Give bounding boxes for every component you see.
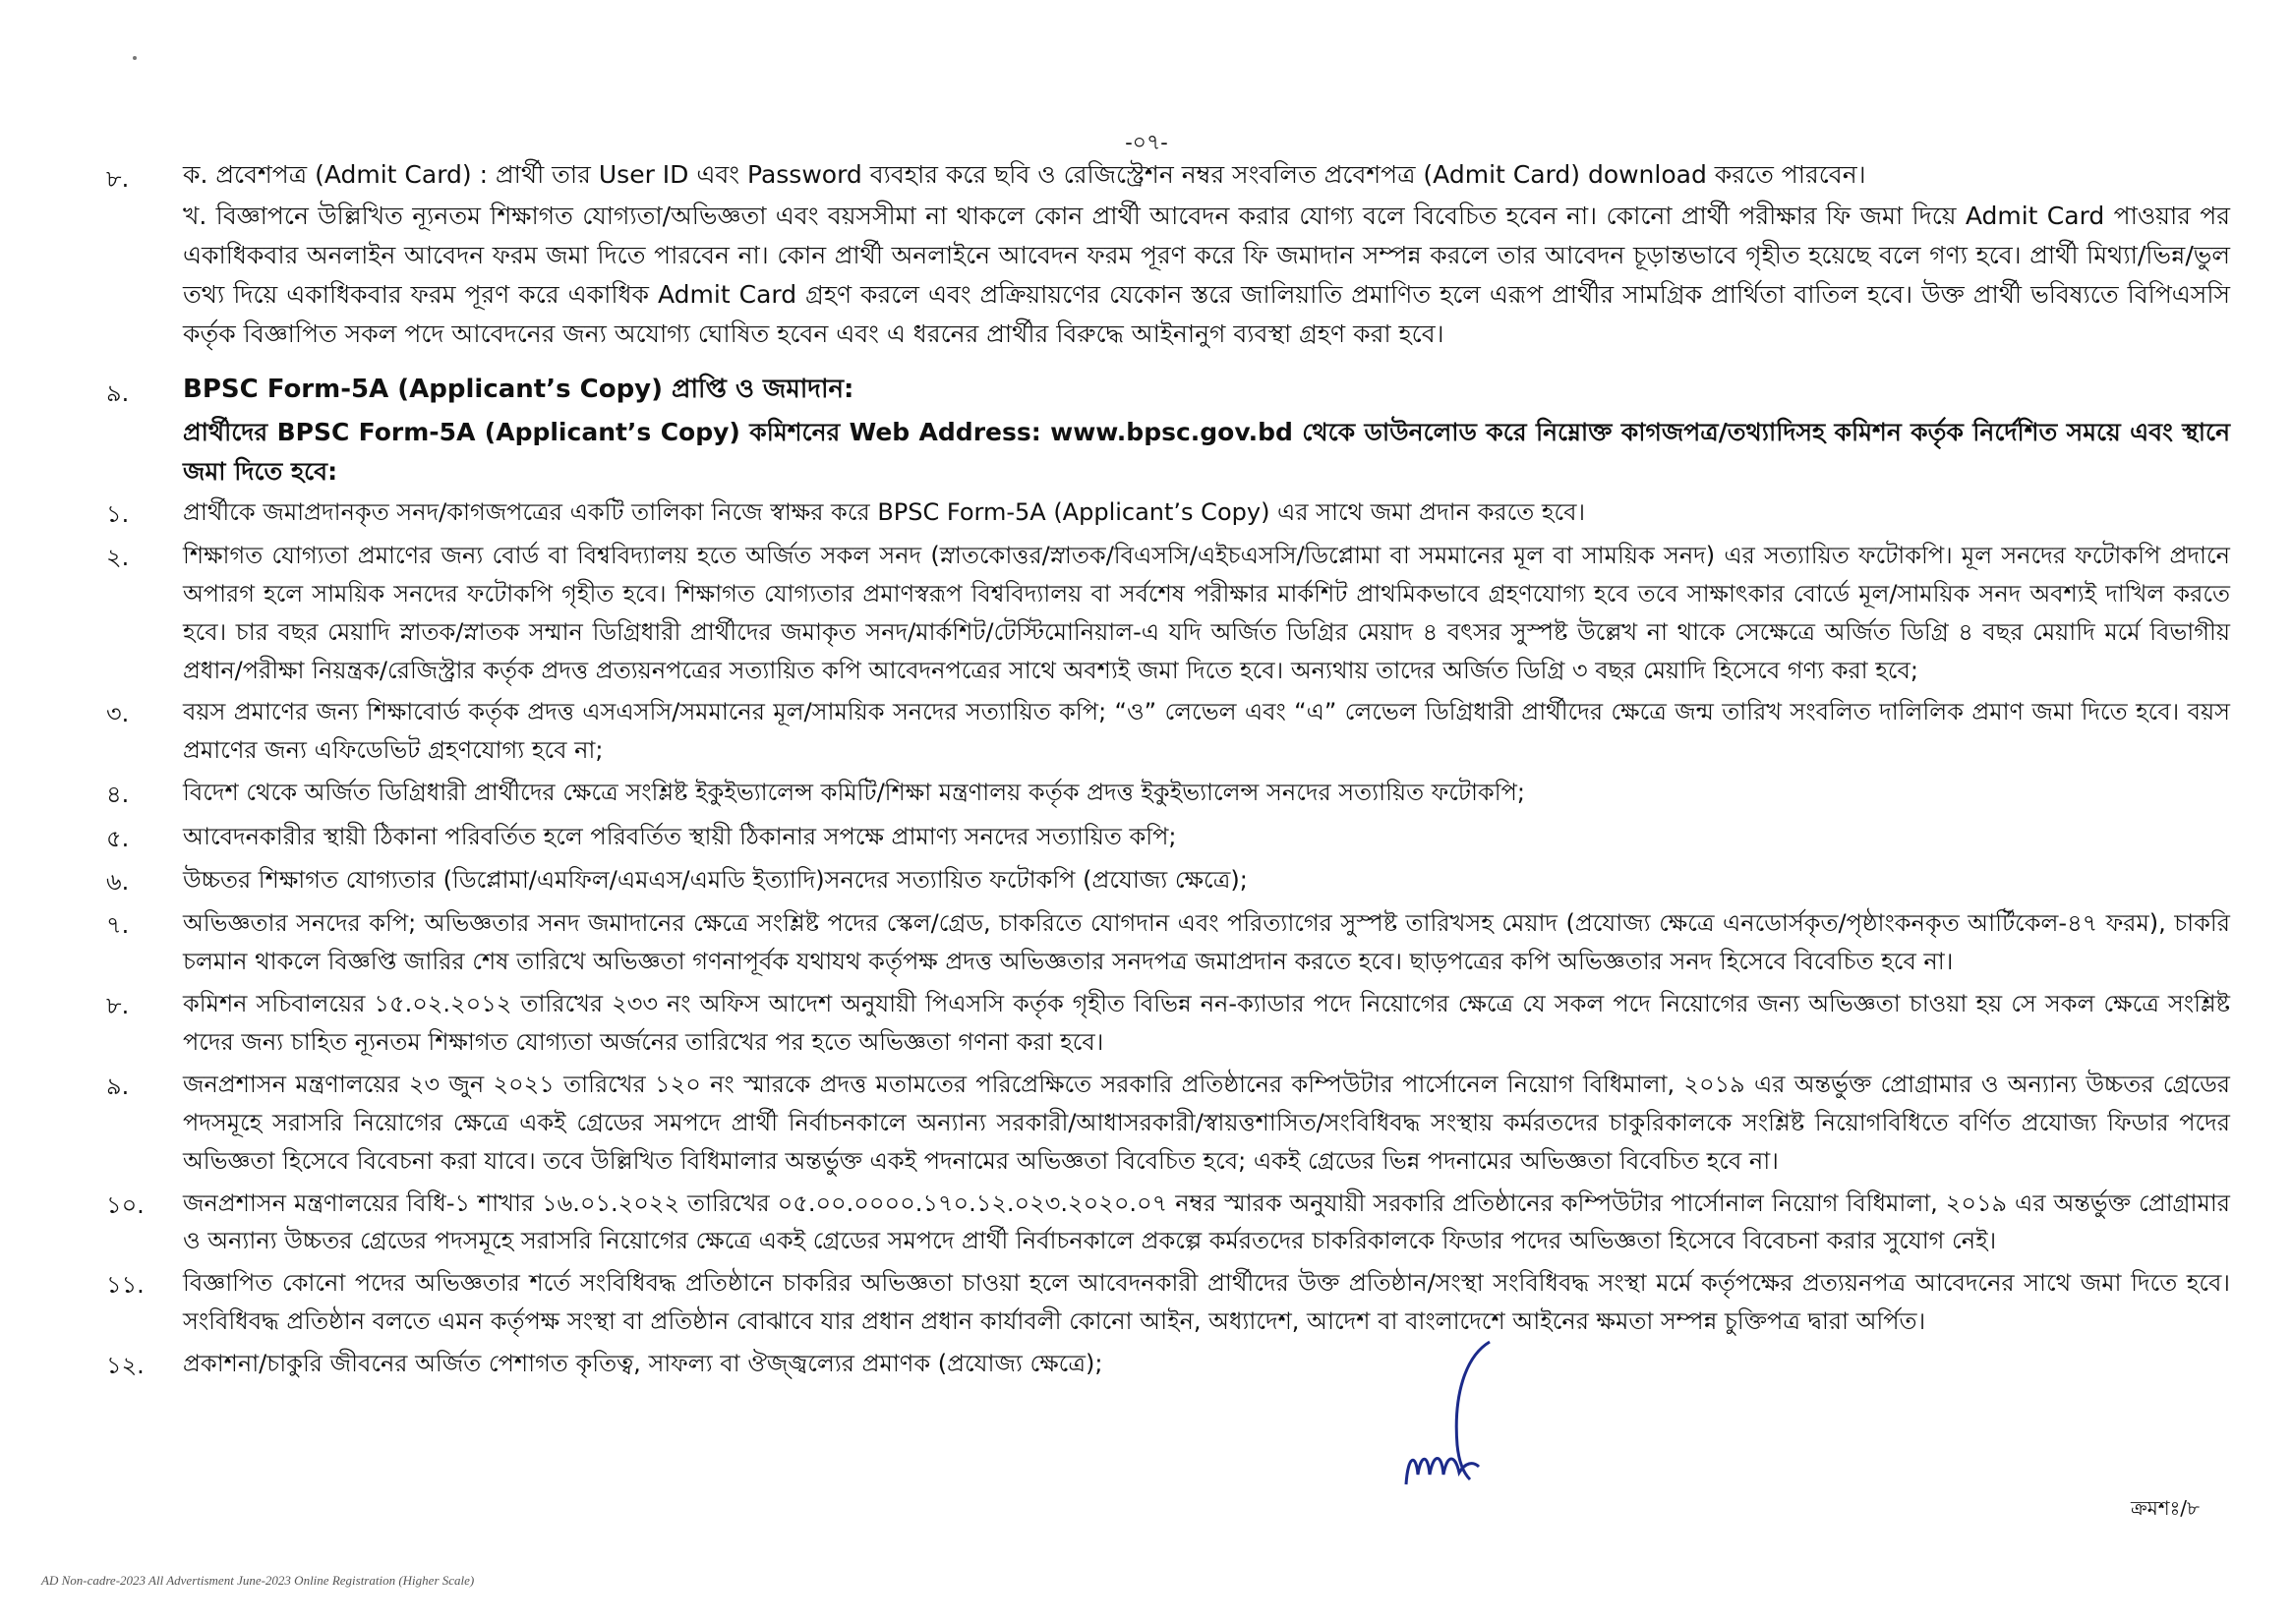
item-number: ৭. xyxy=(106,911,130,940)
list-item xyxy=(106,774,2230,813)
list-item xyxy=(106,861,2230,900)
item-number: ৬. xyxy=(106,868,130,897)
item-text: উচ্চতর শিক্ষাগত যোগ্যতার (ডিপ্লোমা/এমফিল/এমএস/এমডি ইত্যাদি)সনদের সত্যায়িত ফটোকপি (প্রযোজ্য ক্ষেত্রে); xyxy=(183,866,1248,895)
item-text: বিদেশ থেকে অর্জিত ডিগ্রিধারী প্রার্থীদের ক্ষেত্রে সংশ্লিষ্ট ইকুইভ্যালেন্স কমিটি/শিক্ষা মন্ত্রণালয় কর্তৃক প্রদত্ত ইকুইভ্যালেন্স সনদের সত্যায়িত ফটোকপি; xyxy=(183,779,1525,807)
document-content xyxy=(106,155,2230,1402)
section-body xyxy=(106,370,2230,1388)
item-text: প্রকাশনা/চাকুরি জীবনের অর্জিত পেশাগত কৃতিত্ব, সাফল্য বা ঔজ্জ্বল্যের প্রমাণক (প্রযোজ্য ক্ষেত্রে); xyxy=(183,1350,1103,1378)
paragraph-eligibility: খ. বিজ্ঞাপনে উল্লিখিত ন্যূনতম শিক্ষাগত যোগ্যতা/অভিজ্ঞতা এবং বয়সসীমা না থাকলে কোন প্রার্থী আবেদন করার যোগ্য বলে বিবেচিত হবেন না। কোনো প্রার্থী পরীক্ষার ফি জমা দিয়ে Admit Card পাওয়ার পর একাধিকবার অনলাইন আবেদন ফরম জমা দিতে পারবেন না। কোন প্রার্থী অনলাইনে আবেদন ফরম পূরণ করে ফি জমাদান সম্পন্ন করলে তার আবেদন চূড়ান্তভাবে গৃহীত হয়েছে বলে গণ্য হবে। প্রার্থী মিথ্যা/ভিন্ন/ভুল তথ্য দিয়ে একাধিকবার ফরম পূরণ করে একাধিক Admit Card গ্রহণ করলে এবং প্রক্রিয়ায়ণের যেকোন স্তরে জালিয়াতি প্রমাণিত হলে এরূপ প্রার্থীর সামগ্রিক প্রার্থিতা বাতিল হবে। উক্ত প্রার্থী ভবিষ্যতে বিপিএসসি কর্তৃক বিজ্ঞাপিত সকল পদে আবেদনের জন্য অযোগ্য ঘোষিত হবেন এবং এ ধরনের প্রার্থীর বিরুদ্ধে আইনানুগ ব্যবস্থা গ্রহণ করা হবে। xyxy=(183,202,2230,348)
item-number: ৩. xyxy=(106,700,130,728)
section-number: ৮. xyxy=(106,165,130,193)
section-8 xyxy=(106,155,2230,356)
item-number: ১২. xyxy=(106,1352,145,1380)
section-body xyxy=(183,155,2230,356)
list-item xyxy=(106,818,2230,857)
item-text: জনপ্রশাসন মন্ত্রণালয়ের বিধি-১ শাখার ১৬.০১.২০২২ তারিখের ০৫.০০.০০০০.১৭০.১২.০২৩.২০২০.০৭ নম্বর স্মারক অনুযায়ী সরকারি প্রতিষ্ঠানের কম্পিউটার পার্সোনাল নিয়োগ বিধিমালা, ২০১৯ এর অন্তর্ভুক্ত প্রোগ্রামার ও অন্যান্য উচ্চতর গ্রেডের পদসমূহে সরাসরি নিয়োগের ক্ষেত্রে একই গ্রেডের সমপদে প্রার্থী নির্বাচনকালে প্রকল্পে কর্মরতদের চাকরিকালকে ফিডার পদের অভিজ্ঞতা হিসেবে বিবেচনা করার সুযোগ নেই। xyxy=(183,1189,2230,1255)
section-heading: BPSC Form-5A (Applicant’s Copy) প্রাপ্তি ও জমাদান: xyxy=(183,375,854,404)
list-item xyxy=(106,537,2230,690)
item-number: ১. xyxy=(106,499,130,528)
item-text: অভিজ্ঞতার সনদের কপি; অভিজ্ঞতার সনদ জমাদানের ক্ষেত্রে সংশ্লিষ্ট পদের স্কেল/গ্রেড, চাকরিতে যোগদান এবং পরিত্যাগের সুস্পষ্ট তারিখসহ মেয়াদ (প্রযোজ্য ক্ষেত্রে এনডোর্সকৃত/পৃষ্ঠাংকনকৃত আর্টিকেল-৪৭ ফরম), চাকরি চলমান থাকলে বিজ্ঞপ্তি জারির শেষ তারিখে অভিজ্ঞতা গণনাপূর্বক যথাযথ কর্তৃপক্ষ প্রদত্ত অভিজ্ঞতার সনদপত্র জমাপ্রদান করতে হবে। ছাড়পত্রের কপি অভিজ্ঞতার সনদ হিসেবে বিবেচিত হবে না। xyxy=(183,909,2230,976)
section-number: ৯. xyxy=(106,379,130,407)
list-item xyxy=(106,1345,2230,1384)
item-number: ১১. xyxy=(106,1271,145,1300)
item-number: ১০. xyxy=(106,1190,145,1219)
continued-label: ক্রমশঃ/৮ xyxy=(2130,1496,2200,1520)
item-text: শিক্ষাগত যোগ্যতা প্রমাণের জন্য বোর্ড বা বিশ্ববিদ্যালয় হতে অর্জিত সকল সনদ (স্নাতকোত্তর/স্নাতক/বিএসসি/এইচএসসি/ডিপ্লোমা বা সমমানের মূল বা সাময়িক সনদ) এর সত্যায়িত ফটোকপি। মূল সনদের ফটোকপি প্রদানে অপারগ হলে সাময়িক সনদের ফটোকপি গৃহীত হবে। শিক্ষাগত যোগ্যতার প্রমাণস্বরূপ বিশ্ববিদ্যালয় বা সর্বশেষ পরীক্ষার মার্কশিট প্রাথমিকভাবে গ্রহণযোগ্য হবে তবে সাক্ষাৎকার বোর্ডে মূল/সাময়িক সনদ অবশ্যই দাখিল করতে হবে। চার বছর মেয়াদি স্নাতক/স্নাতক সম্মান ডিগ্রিধারী প্রার্থীদের জমাকৃত সনদ/মার্কশিট/টেস্টিমোনিয়াল-এ যদি অর্জিত ডিগ্রির মেয়াদ ৪ বৎসর সুস্পষ্ট উল্লেখ না থাকে সেক্ষেত্রে অর্জিত ডিগ্রি ৪ বছর মেয়াদি মর্মে বিভাগীয় প্রধান/পরীক্ষা নিয়ন্ত্রক/রেজিস্ট্রার কর্তৃক প্রদত্ত প্রত্যয়নপত্রের সত্যায়িত কপি আবেদনপত্রের সাথে অবশ্যই জমা দিতে হবে। অন্যথায় তাদের অর্জিত ডিগ্রি ৩ বছর মেয়াদি হিসেবে গণ্য করা হবে; xyxy=(183,541,2230,684)
list-item xyxy=(106,904,2230,981)
list-item xyxy=(106,1185,2230,1261)
list-item xyxy=(106,693,2230,770)
item-text: জনপ্রশাসন মন্ত্রণালয়ের ২৩ জুন ২০২১ তারিখের ১২০ নং স্মারকে প্রদত্ত মতামতের পরিপ্রেক্ষিতে সরকারি প্রতিষ্ঠানের কম্পিউটার পার্সোনেল নিয়োগ বিধিমালা, ২০১৯ এর অন্তর্ভুক্ত প্রোগ্রামার ও অন্যান্য উচ্চতর গ্রেডের পদসমূহে সরাসরি নিয়োগের ক্ষেত্রে একই গ্রেডের সমপদে প্রার্থী নির্বাচনকালে অন্যান্য সরকারী/আধাসরকারী/স্বায়ত্তশাসিত/সংবিধিবদ্ধ সংস্থায় কর্মরতদের চাকুরিকালকে সংশ্লিষ্ট নিয়োগবিধিতে বর্ণিত প্রযোজ্য ফিডার পদের অভিজ্ঞতা হিসেবে বিবেচনা করা যাবে। তবে উল্লিখিত বিধিমালার অন্তর্ভুক্ত একই পদনামের অভিজ্ঞতা বিবেচিত হবে; একই গ্রেডের ভিন্ন পদনামের অভিজ্ঞতা বিবেচিত হবে না। xyxy=(183,1070,2230,1175)
item-text: প্রার্থীকে জমাপ্রদানকৃত সনদ/কাগজপত্রের একটি তালিকা নিজে স্বাক্ষর করে BPSC Form-5A (Applicant’s Copy) এর সাথে জমা প্রদান করতে হবে। xyxy=(183,497,1586,526)
requirements-list xyxy=(106,493,2230,1385)
scan-speck xyxy=(133,56,137,60)
item-text: কমিশন সচিবালয়ের ১৫.০২.২০১২ তারিখের ২৩৩ নং অফিস আদেশ অনুযায়ী পিএসসি কর্তৃক গৃহীত বিভিন্ন নন-ক্যাডার পদে নিয়োগের ক্ষেত্রে যে সকল পদে নিয়োগের জন্য অভিজ্ঞতা চাওয়া হয় সে সকল ক্ষেত্রে সংশ্লিষ্ট পদের জন্য চাহিত ন্যূনতম শিক্ষাগত যোগ্যতা অর্জনের তারিখের পর হতে অভিজ্ঞতা গণনা করা হবে। xyxy=(183,990,2230,1057)
item-text: বিজ্ঞাপিত কোনো পদের অভিজ্ঞতার শর্তে সংবিধিবদ্ধ প্রতিষ্ঠানে চাকরির অভিজ্ঞতা চাওয়া হলে আবেদনকারী প্রার্থীদের উক্ত প্রতিষ্ঠান/সংস্থা সংবিধিবদ্ধ সংস্থা মর্মে কর্তৃপক্ষের প্রত্যয়নপত্র আবেদনের সাথে জমা দিতে হবে। সংবিধিবদ্ধ প্রতিষ্ঠান বলতে এমন কর্তৃপক্ষ সংস্থা বা প্রতিষ্ঠান বোঝাবে যার প্রধান প্রধান কার্যাবলী কোনো আইন, অধ্যাদেশ, আদেশ বা বাংলাদেশে আইনের ক্ষমতা সম্পন্ন চুক্তিপত্র দ্বারা অর্পিত। xyxy=(183,1269,2230,1336)
section-9 xyxy=(106,370,2230,1388)
item-text: আবেদনকারীর স্থায়ী ঠিকানা পরিবর্তিত হলে পরিবর্তিত স্থায়ী ঠিকানার সপক্ষে প্রামাণ্য সনদের সত্যায়িত কপি; xyxy=(183,822,1177,850)
item-text: বয়স প্রমাণের জন্য শিক্ষাবোর্ড কর্তৃক প্রদত্ত এসএসসি/সমমানের মূল/সাময়িক সনদের সত্যায়িত কপি; “ও” লেভেল এবং “এ” লেভেল ডিগ্রিধারী প্রার্থীদের ক্ষেত্রে জন্ম তারিখ সংবলিত দালিলিক প্রমাণ জমা দিতে হবে। বয়স প্রমাণের জন্য এফিডেভিট গ্রহণযোগ্য হবে না; xyxy=(183,698,2230,765)
list-item xyxy=(106,493,2230,533)
paragraph-admit-card: ক. প্রবেশপত্র (Admit Card) : প্রার্থী তার User ID এবং Password ব্যবহার করে ছবি ও রেজিস্ট্রেশন নম্বর সংবলিত প্রবেশপত্র (Admit Card) download করতে পারবেন। xyxy=(183,160,1866,189)
item-number: ৯. xyxy=(106,1072,130,1100)
item-number: ২. xyxy=(106,543,130,571)
item-number: ৫. xyxy=(106,824,130,852)
item-number: ৪. xyxy=(106,781,130,809)
item-number: ৮. xyxy=(106,992,130,1020)
list-item xyxy=(106,985,2230,1062)
section-intro: প্রার্থীদের BPSC Form-5A (Applicant’s Copy) কমিশনের Web Address: www.bpsc.gov.bd থেকে ডাউনলোড করে নিম্নোক্ত কাগজপত্র/তথ্যাদিসহ কমিশন কর্তৃক নির্দেশিত সময়ে এবং স্থানে জমা দিতে হবে: xyxy=(183,417,2230,486)
footer-note: AD Non-cadre-2023 All Advertisment June-2023 Online Registration (Higher Scale) xyxy=(41,1573,475,1588)
signature-mark xyxy=(1396,1337,1514,1494)
list-item xyxy=(106,1264,2230,1341)
list-item xyxy=(106,1066,2230,1181)
page-number: -০৭- xyxy=(1125,131,1168,155)
